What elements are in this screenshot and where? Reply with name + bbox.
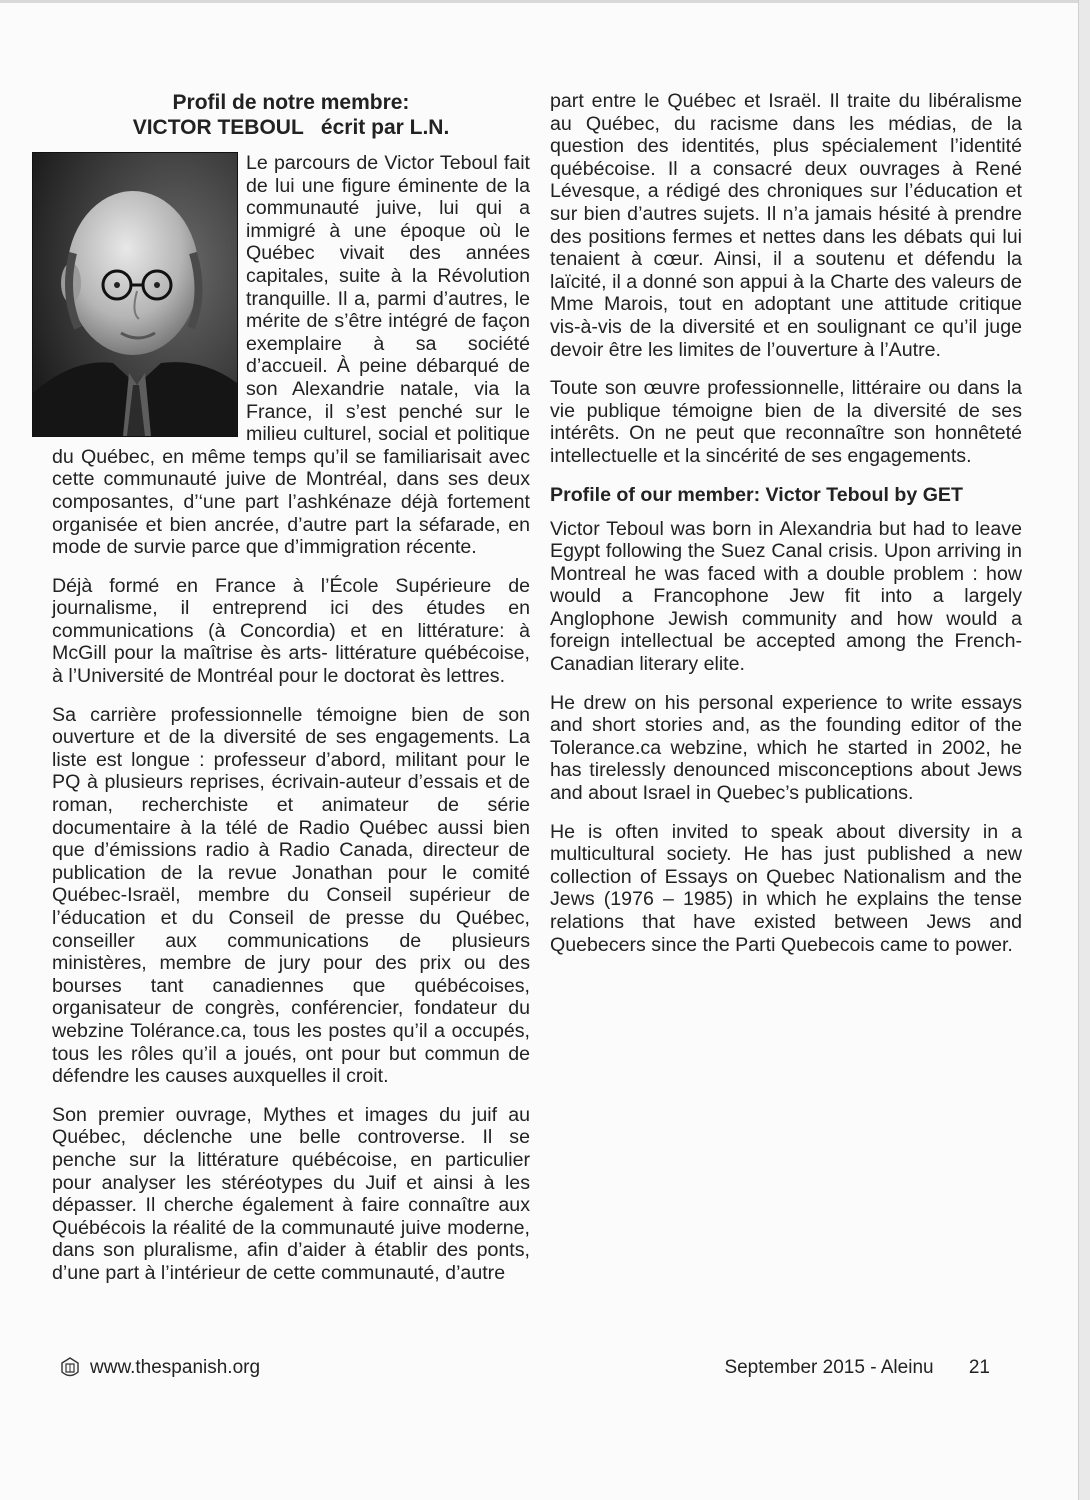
french-title-line-1: Profil de notre membre: (172, 91, 410, 114)
english-article-title: Profile of our member: Victor Teboul by GET (550, 483, 963, 506)
french-paragraph-5: Toute son œuvre professionnelle, littéraire ou dans la vie publique témoigne bien de la diversité de ses intérêts. On ne peut que reconnaître son honnêteté intellectuelle et la sincérité de ses engagements. (550, 377, 1022, 467)
synagogue-crest-icon (60, 1357, 80, 1379)
page-footer (60, 1355, 990, 1381)
french-title-line-2: VICTOR TEBOUL écrit par L.N. (132, 116, 450, 139)
english-paragraph-1: Victor Teboul was born in Alexandria but had to leave Egypt following the Suez Canal crisis. Upon arriving in Montreal he was faced with a double problem : how would a Francophone Jew fit into a largely Anglophone Jewish community and how would a foreign intellectual be accepted among the French-Canadian literary elite. (550, 517, 1022, 676)
footer-issue-label: September 2015 - Aleinu (724, 1357, 934, 1378)
french-paragraph-2: Déjà formé en France à l’École Supérieure de journalisme, il entreprend ici des études en communications (à Concordia) et en littérature: à McGill pour la maîtrise ès arts- littérature québécoise, à l’Université de Montréal pour le doctorat ès lettres. (52, 574, 530, 688)
english-paragraph-2: He drew on his personal experience to write essays and short stories and, as the founding editor of the Tolerance.ca webzine, which he started in 2002, he has tirelessly denounced misconceptions about Jews and about Israel in Quebec’s publications. (550, 691, 1022, 805)
page-top-edge (0, 0, 1078, 3)
footer-issue-info (724, 1355, 990, 1381)
french-paragraph-4: Son premier ouvrage, Mythes et images du juif au Québec, déclenche une belle controverse. Il se penche sur la littérature québécoise, en particulier pour analyser les stéréotypes du Juif et ainsi à les dépasser. Il cherche également à faire connaître aux Québécois la réalité de la communauté juive moderne, dans son pluralisme, afin d’aider à établir des ponts, d’une part à l’intérieur de cette communauté, d’autre (52, 1103, 530, 1284)
right-column (550, 90, 1022, 972)
french-paragraph-4-continued: part entre le Québec et Israël. Il traite du libéralisme au Québec, du racisme dans les médias, de la question des identités, plus spécialement l’identité québécoise. Il a consacré deux ouvrages à René Lévesque, a rédigé des chroniques sur l’éducation et sur bien d’autres sujets. Il n’a jamais hésité à prendre des positions fermes et nettes dans les débats qui lui tenaient à cœur. Ainsi, il a soutenu et défendu la laïcité, il a donné son appui à la Charte des valeurs de Mme Marois, tout en adoptant une attitude critique vis-à-vis de la diversité et en soulignant ce qu’il juge devoir être les limites de l’ouverture à l’Autre. (550, 90, 1022, 361)
french-paragraph-1: Le parcours de Victor Teboul fait de lui une figure éminente de la communauté juive, lui qui a immigré à une époque où le Québec vivait des années capitales, suite à la Révolution tranquille. Il a, parmi d’autres, le mérite de s’être intégré de façon exemplaire à sa société d’accueil. À peine débarqué de son Alexandrie natale, via la France, il s’est penché sur le milieu culturel, social et politique du Québec, en même temps qu’il se familiarisait avec cette communauté juive de Montréal, dans ses deux composantes, d’‘une part l’ashkénaze déjà fortement organisée et bien ancrée, d’autre part la séfarade, en mode de survie parce que d’immigration récente. (52, 152, 530, 559)
portrait-photo (32, 152, 238, 437)
left-column (52, 90, 530, 1285)
french-article-title (52, 90, 530, 140)
english-paragraph-3: He is often invited to speak about diversity in a multicultural society. He has just published a new collection of Essays on Quebec Nationalism and the Jews (1976 – 1985) in which he explains the tense relations that have existed between Jews and Quebecers since the Parti Quebecois came to power. (550, 820, 1022, 956)
footer-website-link[interactable]: www.thespanish.org (90, 1357, 261, 1378)
portrait-image (33, 153, 237, 436)
french-paragraph-3: Sa carrière professionnelle témoigne bien de son ouverture et de la diversité de ses engagements. La liste est longue : professeur d’abord, militant pour le PQ à plusieurs reprises, écrivain-auteur d’essais et de roman, recherchiste et animateur de série documentaire à la télé de Radio Québec aussi bien que d’émissions radio à Radio Canada, directeur de publication de la revue Jonathan pour le comité Québec-Israël, membre du Conseil supérieur de l’éducation et du Conseil de presse du Québec, conseiller aux communications de plusieurs ministères, membre de jury pour des prix ou des bourses tant canadiennes que québécoises, organisateur de congrès, conférencier, fondateur du webzine Tolérance.ca, tous les postes qu’il a occupés, tous les rôles qu’il a joués, ont pour but commun de défendre les causes auxquelles il croit. (52, 703, 530, 1088)
page-number: 21 (968, 1357, 990, 1378)
